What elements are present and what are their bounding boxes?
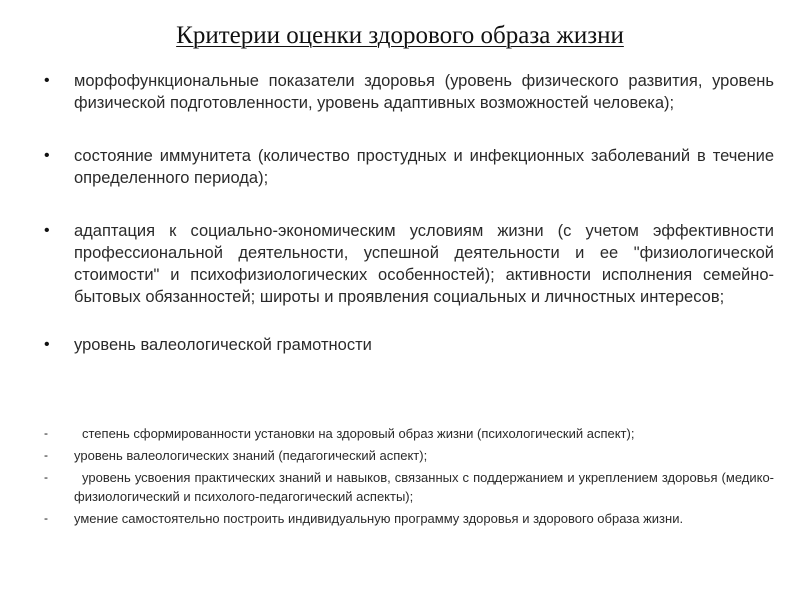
bullet-marker: • xyxy=(44,147,50,164)
criteria-item xyxy=(44,70,774,114)
slide-title: Критерии оценки здорового образа жизни xyxy=(176,22,624,49)
criteria-item-text: адаптация к социально-экономическим условиям жизни (с учетом эффективности профессиональной деятельности, успешной деятельности и ее "физиологической стоимости" и психофизиологических особенностей); активности исполнения семейно-бытовых обязанностей; широты и проявления социальных и личностных интересов; xyxy=(74,222,774,306)
dash-marker: - xyxy=(44,470,48,484)
bullet-marker: • xyxy=(44,336,50,353)
literacy-subitem-text: степень сформированности установки на здоровый образ жизни (психологический аспект); xyxy=(82,426,635,441)
dash-marker: - xyxy=(44,448,48,462)
criteria-list xyxy=(44,70,774,364)
literacy-subitem xyxy=(44,424,774,443)
literacy-subitem-text: уровень валеологических знаний (педагогический аспект); xyxy=(74,448,428,463)
literacy-subitem-text: умение самостоятельно построить индивидуальную программу здоровья и здорового образа жизни. xyxy=(74,511,684,526)
dash-marker: - xyxy=(44,511,48,525)
literacy-subitem xyxy=(44,446,774,465)
criteria-item xyxy=(44,145,774,189)
criteria-item-text: уровень валеологической грамотности xyxy=(74,336,372,354)
criteria-item-text: морфофункциональные показатели здоровья (уровень физического развития, уровень физической подготовленности, уровень адаптивных возможностей человека); xyxy=(74,72,774,112)
literacy-sublist xyxy=(44,424,774,531)
bullet-marker: • xyxy=(44,72,50,89)
criteria-item xyxy=(44,334,774,356)
criteria-item-text: состояние иммунитета (количество простудных и инфекционных заболеваний в течение определенного периода); xyxy=(74,147,774,187)
literacy-subitem-text: уровень усвоения практических знаний и навыков, связанных с поддержанием и укреплением здоровья (медико-физиологический и психолого-педагогический аспекты); xyxy=(74,470,774,504)
dash-marker: - xyxy=(44,426,48,440)
literacy-subitem xyxy=(44,468,774,506)
bullet-marker: • xyxy=(44,222,50,239)
criteria-item xyxy=(44,220,774,308)
literacy-subitem xyxy=(44,509,774,528)
